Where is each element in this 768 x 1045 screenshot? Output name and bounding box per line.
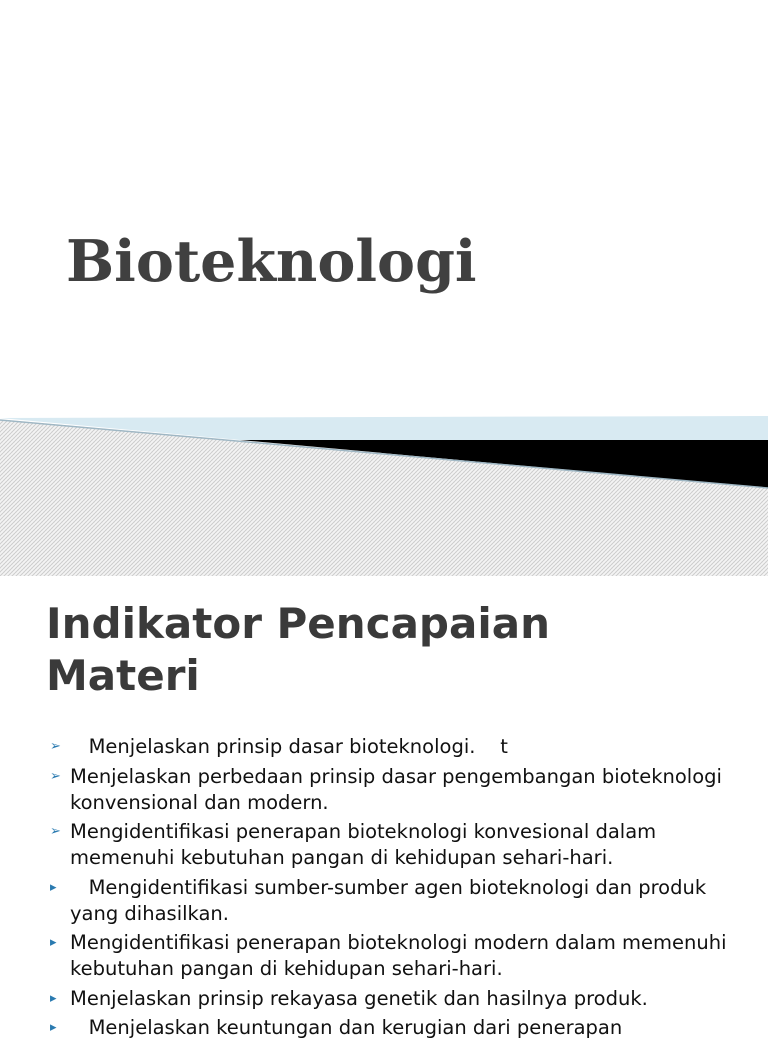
list-item: ▸ Menjelaskan keuntungan dan kerugian dari penerapan: [50, 1016, 623, 1039]
arrow-bullet-icon: ➢: [50, 824, 61, 839]
slide-heading: [46, 598, 550, 702]
list-item: ▸ Menjelaskan prinsip rekayasa genetik dan hasilnya produk.: [50, 986, 648, 1010]
triangle-bullet-icon: ▸: [50, 935, 57, 950]
triangle-bullet-icon: ▸: [50, 1020, 57, 1035]
slide-2: [0, 576, 768, 1039]
list-item: ▸ Mengidentifikasi sumber-sumber agen bioteknologi dan produk yang dihasilkan.: [50, 875, 713, 925]
arrow-bullet-icon: ➢: [50, 739, 61, 754]
list-item: ➢ Mengidentifikasi penerapan bioteknologi konvesional dalam memenuhi kebutuhan pangan di kehidupan sehari-hari.: [50, 820, 657, 869]
indicator-list: [48, 734, 738, 1045]
slide-title: Bioteknologi: [66, 228, 477, 295]
heading-line-2: Materi: [46, 651, 200, 700]
list-item: ➢ Menjelaskan prinsip dasar bioteknologi. t: [50, 735, 508, 758]
triangle-bullet-icon: ▸: [50, 990, 57, 1006]
list-item: ▸ Mengidentifikasi penerapan bioteknologi modern dalam memenuhi kebutuhan pangan di kehidupan sehari-hari.: [50, 931, 727, 980]
arrow-bullet-icon: ➢: [50, 768, 61, 784]
triangle-bullet-icon: ▸: [50, 879, 57, 895]
list-item: ➢ Menjelaskan perbedaan prinsip dasar pengembangan bioteknologi konvensional dan modern.: [50, 764, 722, 814]
heading-line-1: Indikator Pencapaian: [46, 599, 550, 648]
